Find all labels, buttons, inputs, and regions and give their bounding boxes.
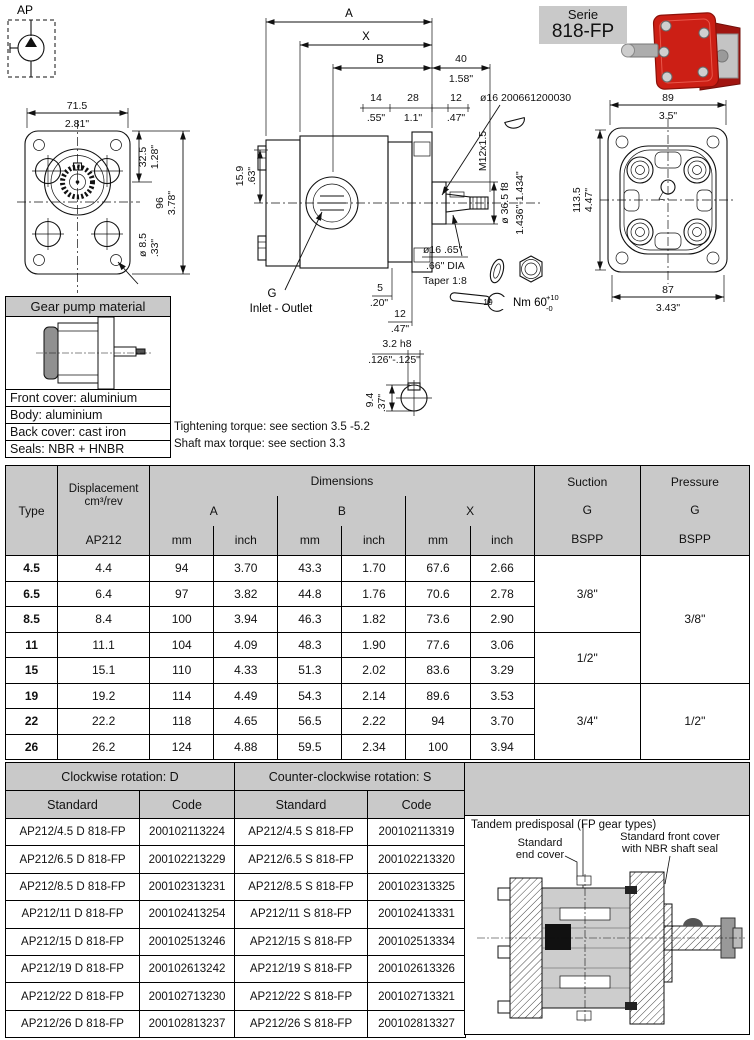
dim-b-label: B (376, 54, 384, 66)
order-standard-cell: AP212/26 S 818-FP (235, 1010, 368, 1037)
shaft-len-mm: 40 (455, 53, 467, 65)
order-standard-cell: AP212/11 D 818-FP (6, 901, 140, 928)
dim-table-row (6, 632, 750, 658)
dim-value-cell: 15.1 (58, 658, 150, 684)
back-width-mm: 89 (662, 92, 674, 104)
dim-value-cell: 51.3 (278, 658, 342, 684)
suction-size-cell: 1/2" (534, 632, 640, 683)
dim-value-cell: 3.94 (470, 734, 534, 760)
order-standard-cell: AP212/22 D 818-FP (6, 983, 140, 1010)
dim-value-cell: 118 (150, 709, 214, 735)
dim-value-cell: 3.94 (214, 607, 278, 633)
type-cell: 26 (6, 734, 58, 760)
port-desc: Inlet - Outlet (249, 303, 313, 315)
thread-label: M12x1.5 (477, 130, 489, 172)
col-header-type: Type (6, 466, 58, 556)
back-bottom-in: 3.43" (655, 302, 681, 314)
dim-x-label: X (362, 31, 370, 43)
woodruff-key-icon (505, 118, 526, 131)
order-standard-cell: AP212/15 D 818-FP (6, 928, 140, 955)
dim-value-cell: 46.3 (278, 607, 342, 633)
material-seals: Seals: NBR + HNBR (6, 440, 170, 457)
type-cell: 11 (6, 632, 58, 658)
torque-sup: +10 (546, 293, 559, 302)
dim-value-cell: 2.90 (470, 607, 534, 633)
dim-value-cell: 97 (150, 581, 214, 607)
dim-value-cell: 4.4 (58, 556, 150, 582)
torque-label: Nm 60 (513, 297, 547, 309)
key-height-mm: 9.4 (364, 392, 376, 408)
torque-sub: -0 (546, 304, 553, 313)
tandem-section-drawing (465, 816, 749, 1035)
end-cover-label-1: Standard (517, 837, 563, 849)
wrench-size-label: 19 (483, 297, 493, 307)
spigot-in: 1.436"-1.434" (514, 171, 526, 235)
tandem-panel-header (465, 763, 749, 816)
shaft-torque-note: Shaft max torque: see section 3.3 (174, 438, 346, 450)
type-cell: 22 (6, 709, 58, 735)
order-code-cell: 200102813237 (140, 1010, 235, 1037)
back-height-in: 4.47" (583, 187, 595, 213)
order-standard-cell: AP212/8.5 D 818-FP (6, 873, 140, 900)
taper-line2: .66" DIA (426, 260, 465, 272)
dim-value-cell: 3.70 (470, 709, 534, 735)
washer-icon (488, 258, 506, 284)
order-code-cell: 200102513334 (368, 928, 466, 955)
b-inch-header: inch (342, 526, 406, 556)
pressure-line2: G (690, 503, 700, 518)
back-height-mm: 113.5 (571, 187, 583, 213)
dim-value-cell: 124 (150, 734, 214, 760)
col-header-ap212: AP212 (58, 526, 150, 556)
front-hole-mm: ø 8.5 (137, 233, 149, 257)
standard-header-cw: Standard (6, 791, 140, 819)
side-view-drawing (234, 8, 571, 335)
dim-value-cell: 4.49 (214, 683, 278, 709)
order-code-cell: 200102713321 (368, 983, 466, 1010)
pump-photo (622, 12, 741, 90)
dim-value-cell: 1.70 (342, 556, 406, 582)
key-height-in: .37" (376, 393, 388, 413)
order-code-cell: 200102213320 (368, 846, 466, 873)
cw-rotation-header: Clockwise rotation: D (6, 763, 235, 791)
col-header-suction (534, 466, 640, 556)
dim-value-cell: 104 (150, 632, 214, 658)
dim-value-cell: 54.3 (278, 683, 342, 709)
order-code-cell: 200102813327 (368, 1010, 466, 1037)
dim-value-cell: 114 (150, 683, 214, 709)
order-code-cell: 200102313231 (140, 873, 235, 900)
dim-value-cell: 2.14 (342, 683, 406, 709)
dim-value-cell: 1.90 (342, 632, 406, 658)
pump-side-schematic (6, 317, 168, 389)
suction-line2: G (582, 503, 592, 518)
dim-value-cell: 44.8 (278, 581, 342, 607)
dim-value-cell: 3.70 (214, 556, 278, 582)
order-table-row (6, 819, 466, 846)
spigot-mm: ø 36.5 f8 (499, 182, 511, 224)
d12-in: .47" (446, 112, 466, 124)
order-table-row (6, 983, 466, 1010)
ccw-rotation-header: Counter-clockwise rotation: S (235, 763, 466, 791)
order-code-cell: 200102613242 (140, 955, 235, 982)
material-box-title: Gear pump material (6, 297, 170, 317)
order-standard-cell: AP212/8.5 S 818-FP (235, 873, 368, 900)
front-center-in: 1.28" (149, 144, 161, 170)
standard-header-ccw: Standard (235, 791, 368, 819)
serie-label: Serie (567, 7, 599, 22)
tightening-torque-note: Tightening torque: see section 3.5 -5.2 (174, 421, 370, 433)
dim-value-cell: 4.33 (214, 658, 278, 684)
taper-line3: Taper 1:8 (423, 275, 467, 287)
x-mm-header: mm (406, 526, 470, 556)
order-code-cell: 200102713230 (140, 983, 235, 1010)
code-header-cw: Code (140, 791, 235, 819)
front-cover-label-1: Standard front cover (620, 831, 720, 843)
col-header-pressure (640, 466, 749, 556)
d159-mm: 15.9 (234, 165, 246, 187)
front-width-mm: 71.5 (66, 100, 88, 112)
dim-value-cell: 56.5 (278, 709, 342, 735)
taper-line1: ø16 .65" (423, 244, 463, 256)
dim-value-cell: 4.09 (214, 632, 278, 658)
serie-badge (539, 6, 627, 44)
serie-model: 818-FP (551, 21, 615, 43)
d14-in: .55" (366, 112, 386, 124)
material-body: Body: aluminium (6, 406, 170, 423)
material-front-cover: Front cover: aluminium (6, 389, 170, 406)
dim-value-cell: 67.6 (406, 556, 470, 582)
material-box (5, 296, 171, 458)
order-code-cell: 200102113319 (368, 819, 466, 846)
col-header-x: X (406, 496, 534, 526)
dim-value-cell: 70.6 (406, 581, 470, 607)
material-box-image (6, 317, 170, 389)
order-code-cell: 200102413254 (140, 901, 235, 928)
type-cell: 6.5 (6, 581, 58, 607)
pressure-size-cell: 1/2" (640, 683, 749, 760)
suction-line1: Suction (567, 474, 608, 489)
dim-value-cell: 26.2 (58, 734, 150, 760)
dim-value-cell: 2.34 (342, 734, 406, 760)
suction-size-cell: 3/4" (534, 683, 640, 760)
suction-line3: BSPP (571, 532, 604, 547)
pressure-line3: BSPP (678, 532, 711, 547)
dim-table-row (6, 683, 750, 709)
order-standard-cell: AP212/4.5 S 818-FP (235, 819, 368, 846)
nut-icon (520, 256, 542, 282)
dim-value-cell: 59.5 (278, 734, 342, 760)
wrench-icon (449, 288, 511, 312)
col-header-displacement (58, 466, 150, 526)
x-inch-header: inch (470, 526, 534, 556)
tandem-panel (464, 762, 750, 1035)
d159-in: .63" (246, 166, 258, 186)
dim-value-cell: 89.6 (406, 683, 470, 709)
order-standard-cell: AP212/26 D 818-FP (6, 1010, 140, 1037)
order-code-cell: 200102113224 (140, 819, 235, 846)
dim-value-cell: 4.88 (214, 734, 278, 760)
d5-mm: 5 (377, 282, 383, 294)
tandem-panel-body (465, 816, 749, 1035)
order-code-cell: 200102613326 (368, 955, 466, 982)
key-width-mm: 3.2 h8 (382, 338, 412, 350)
dim-value-cell: 22.2 (58, 709, 150, 735)
back-bottom-mm: 87 (662, 284, 674, 296)
order-standard-cell: AP212/6.5 D 818-FP (6, 846, 140, 873)
front-cover-label-2: with NBR shaft seal (622, 843, 718, 855)
dim-value-cell: 94 (150, 556, 214, 582)
dim-value-cell: 3.06 (470, 632, 534, 658)
dim-value-cell: 2.22 (342, 709, 406, 735)
type-cell: 8.5 (6, 607, 58, 633)
order-table-row (6, 928, 466, 955)
displacement-line2: cm³/rev (84, 495, 123, 508)
back-width-in: 3.5" (658, 110, 678, 122)
d12-mm: 12 (450, 92, 462, 104)
dim-value-cell: 6.4 (58, 581, 150, 607)
dim-a-label: A (345, 8, 353, 20)
dim-value-cell: 8.4 (58, 607, 150, 633)
dim-value-cell: 11.1 (58, 632, 150, 658)
order-code-cell: 200102513246 (140, 928, 235, 955)
front-view-drawing (17, 100, 190, 293)
dim-value-cell: 4.65 (214, 709, 278, 735)
dim-value-cell: 94 (406, 709, 470, 735)
dim-value-cell: 2.78 (470, 581, 534, 607)
dim-value-cell: 1.76 (342, 581, 406, 607)
dimensions-table (5, 465, 750, 760)
material-back-cover: Back cover: cast iron (6, 423, 170, 440)
front-center-mm: 32.5 (137, 146, 149, 168)
tandem-title: Tandem predisposal (FP gear types) (471, 819, 657, 831)
order-standard-cell: AP212/22 S 818-FP (235, 983, 368, 1010)
order-code-cell: 200102213229 (140, 846, 235, 873)
order-code-cell: 200102413331 (368, 901, 466, 928)
torque-notes (174, 419, 370, 453)
ap-schematic-symbol (8, 3, 55, 77)
dim-value-cell: 83.6 (406, 658, 470, 684)
order-standard-cell: AP212/15 S 818-FP (235, 928, 368, 955)
col-header-a: A (150, 496, 278, 526)
order-standard-cell: AP212/19 D 818-FP (6, 955, 140, 982)
col-header-b: B (278, 496, 406, 526)
order-standard-cell: AP212/6.5 S 818-FP (235, 846, 368, 873)
dim-value-cell: 2.02 (342, 658, 406, 684)
front-height-mm: 96 (154, 197, 166, 209)
dim-value-cell: 3.53 (470, 683, 534, 709)
key-width-in: .126"-.125" (368, 354, 420, 366)
pressure-size-cell: 3/8" (640, 556, 749, 684)
dim-value-cell: 19.2 (58, 683, 150, 709)
col-header-dimensions: Dimensions (150, 466, 535, 496)
front-height-in: 3.78" (166, 190, 178, 216)
dim-value-cell: 3.29 (470, 658, 534, 684)
displacement-line1: Displacement (68, 482, 139, 495)
type-cell: 19 (6, 683, 58, 709)
port-label: G (267, 288, 277, 300)
shaft-key-detail (364, 338, 432, 416)
suction-size-cell: 3/8" (534, 556, 640, 633)
dim-table-row (6, 556, 750, 582)
dim-value-cell: 1.82 (342, 607, 406, 633)
end-cover-label-2: end cover (515, 849, 565, 861)
order-table-row (6, 846, 466, 873)
d28-in: 1.1" (403, 112, 423, 124)
dim-value-cell: 3.82 (214, 581, 278, 607)
order-standard-cell: AP212/4.5 D 818-FP (6, 819, 140, 846)
d28-mm: 28 (407, 92, 419, 104)
back-view-drawing (571, 92, 735, 314)
a-mm-header: mm (150, 526, 214, 556)
ap-label: AP (17, 3, 34, 17)
dim-value-cell: 73.6 (406, 607, 470, 633)
dim-value-cell: 110 (150, 658, 214, 684)
shaft-len-in: 1.58" (448, 73, 474, 85)
a-inch-header: inch (214, 526, 278, 556)
code-header-ccw: Code (368, 791, 466, 819)
dim-value-cell: 100 (150, 607, 214, 633)
dim-value-cell: 48.3 (278, 632, 342, 658)
ordering-table (5, 762, 466, 1038)
d12b-in: .47" (390, 323, 410, 335)
dim-value-cell: 77.6 (406, 632, 470, 658)
pressure-line1: Pressure (670, 474, 719, 489)
order-table-row (6, 1010, 466, 1037)
d14-mm: 14 (370, 92, 382, 104)
order-code-cell: 200102313325 (368, 873, 466, 900)
dim-value-cell: 43.3 (278, 556, 342, 582)
order-table-row (6, 873, 466, 900)
order-table-row (6, 955, 466, 982)
front-hole-in: .33" (149, 238, 161, 258)
order-table-row (6, 901, 466, 928)
type-cell: 15 (6, 658, 58, 684)
b-mm-header: mm (278, 526, 342, 556)
type-cell: 4.5 (6, 556, 58, 582)
shaft-code-label: ø16 200661200030 (480, 92, 572, 104)
order-standard-cell: AP212/19 S 818-FP (235, 955, 368, 982)
d12b-mm: 12 (394, 308, 406, 320)
dim-value-cell: 2.66 (470, 556, 534, 582)
dim-value-cell: 100 (406, 734, 470, 760)
d5-in: .20" (369, 297, 389, 309)
order-standard-cell: AP212/11 S 818-FP (235, 901, 368, 928)
front-width-in: 2.81" (64, 118, 90, 130)
